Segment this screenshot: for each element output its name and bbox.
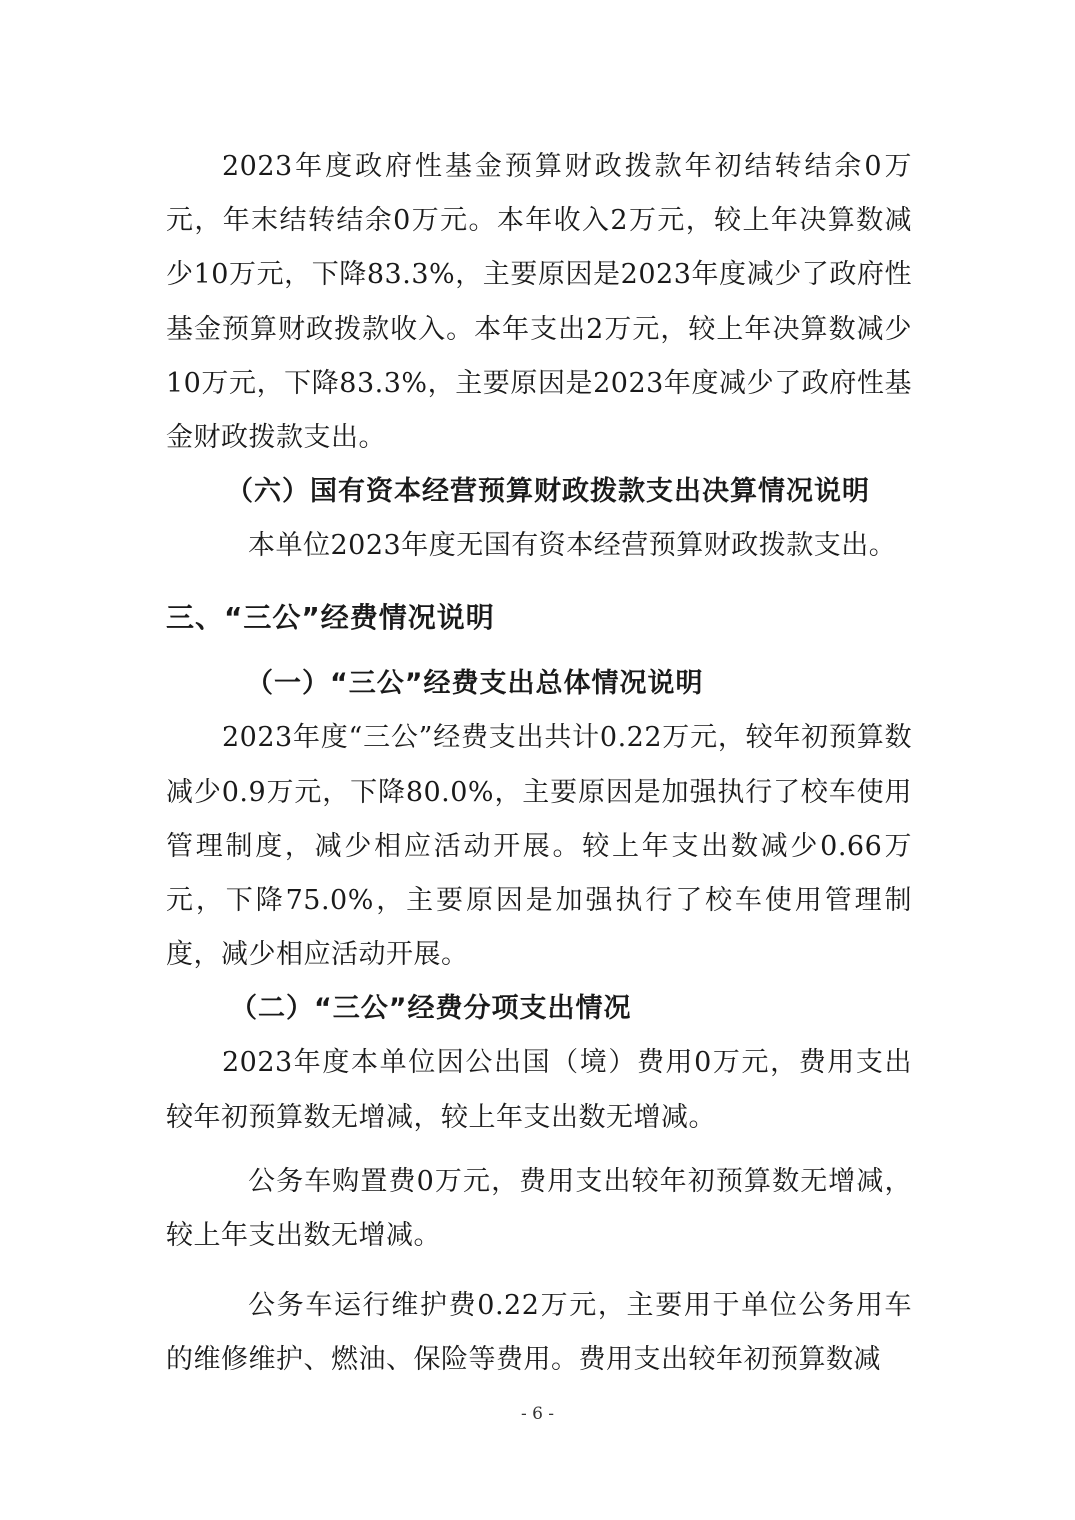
paragraph-overall-expenses: 2023年度“三公”经费支出共计0.22万元，较年初预算数减少0.9万元，下降80.0%，主要原因是加强执行了校车使用管理制度，减少相应活动开展。较上年支出数减少0.66万元，下降75.0%，主要原因是加强执行了校车使用管理制度，减少相应活动开展。 <box>166 722 912 971</box>
heading-three-public-expenses: 三、“三公”经费情况说明 <box>166 601 495 635</box>
paragraph-state-capital: 本单位2023年度无国有资本经营预算财政拨款支出。 <box>248 530 897 562</box>
paragraph-vehicle-maintenance: 公务车运行维护费0.22万元，主要用于单位公务用车的维修维护、燃油、保险等费用。费用支出较年初预算数减 <box>166 1290 912 1376</box>
paragraph-vehicle-purchase: 公务车购置费0万元，费用支出较年初预算数无增减，较上年支出数无增减。 <box>166 1165 912 1252</box>
heading-overall-expenses: （一）“三公”经费支出总体情况说明 <box>246 668 704 700</box>
page-number: - 6 - <box>520 1404 555 1424</box>
document-page <box>166 140 912 1388</box>
heading-state-capital: （六）国有资本经营预算财政拨款支出决算情况说明 <box>226 476 870 508</box>
paragraph-overseas-travel: 2023年度本单位因公出国（境）费用0万元，费用支出较年初预算数无增减，较上年支出数无增减。 <box>166 1047 912 1133</box>
paragraph-government-fund: 2023年度政府性基金预算财政拨款年初结转结余0万元，年末结转结余0万元。本年收入2万元，较上年决算数减少10万元，下降83.3%，主要原因是2023年度减少了政府性基金预算财政拨款收入。本年支出2万元，较上年决算数减少10万元，下降83.3%，主要原因是2023年度减少了政府性基金财政拨款支出。 <box>166 151 912 454</box>
heading-itemized-expenses: （二）“三公”经费分项支出情况 <box>230 993 632 1025</box>
